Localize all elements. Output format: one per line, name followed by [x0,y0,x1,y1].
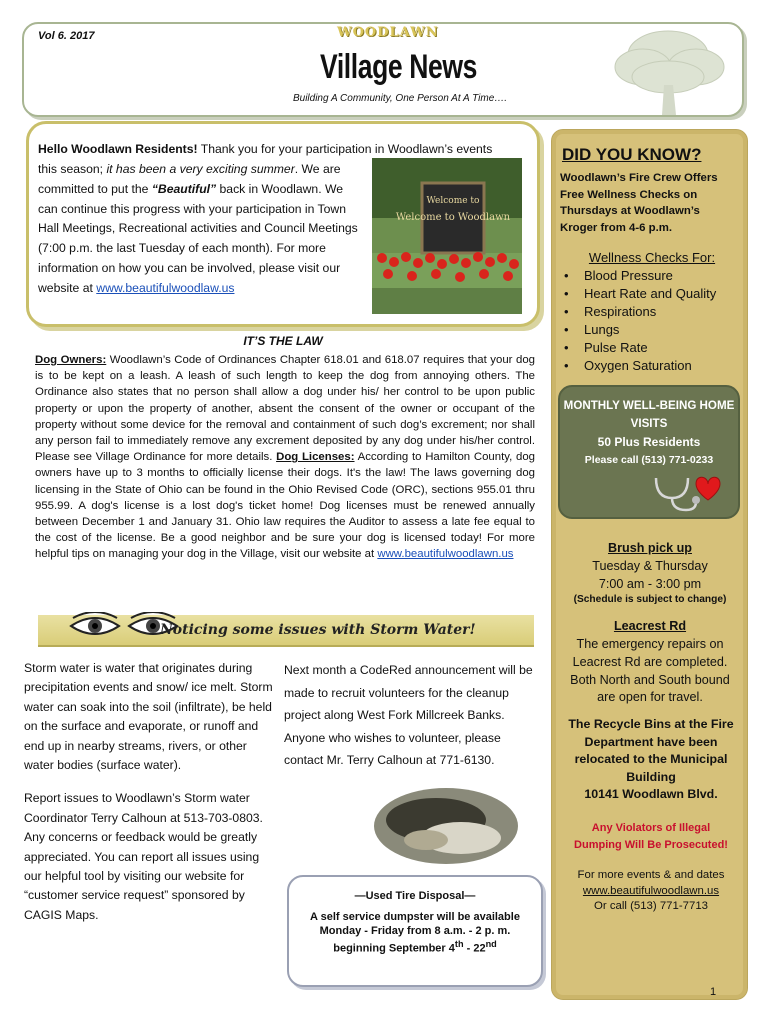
brush-pickup-note: (Schedule is subject to change) [573,594,727,605]
welcome-beautiful: “Beautiful” [151,181,217,196]
eye-icon [68,612,122,642]
storm-paragraph: Report issues to Woodlawn’s Storm water Coordinator Terry Calhoun at 513-703-0803. Any concerns or feedback would be greatly appreciated. You can report all issues using our helpful tool by visiting our website for “customer service request” sponsored by CAGIS Maps. [24,791,263,922]
svg-text:Welcome to: Welcome to [426,196,480,206]
brush-pickup-title: Brush pick up [608,541,692,555]
welcome-intro-text: Thank you for your participation in Woodlawn’s events [197,142,493,156]
events-website-link[interactable]: www.beautifulwoodlawn.us [582,884,720,897]
wellness-list [560,267,745,375]
home-visits-title: MONTHLY WELL-BEING HOME VISITS [563,399,735,430]
did-you-know-text: Woodlawn’s Fire Crew Offers Free Wellness Checks on Thursdays at Woodlawn’s Kroger from 4-6 p.m. [560,172,718,234]
wellness-item: • Oxygen Saturation [560,357,745,375]
welcome-greeting: Hello Woodlawn Residents! [38,142,198,156]
wellness-item: • Blood Pressure [560,267,745,285]
tire-text [287,911,543,956]
recycle-text: The Recycle Bins at the Fire Department have been relocated to the Municipal Building [568,717,734,784]
storm-paragraph: Storm water is water that originates during precipitation events and snow/ ice melt. Storm water can soak into the soil (infiltrate), be held on the surface and evaporate, or runoff and end up in nearby streams, rivers, or other water bodies (surface water). [24,661,273,773]
recycle-bins-notice [556,716,746,804]
tire-line: Monday - Friday from 8 a.m. - 2 p. m. [319,924,511,937]
tire-dates [287,938,543,956]
law-title: IT’S THE LAW [243,334,323,348]
violators-line: Dumping Will Be Prosecuted! [574,839,728,851]
leacrest-title: Leacrest Rd [613,619,687,633]
welcome-text: committed to put the [38,181,152,196]
volume-label: Vol 6. 2017 [38,30,95,42]
welcome-text: this season; [38,162,107,176]
events-line: For more events & and dates [577,869,725,881]
stethoscope-heart-icon [650,468,728,514]
newsletter-title: Village News [320,48,477,86]
welcome-website-link[interactable]: www.beautifulwoodlaw.us [96,280,235,295]
tire-line: - 22 [463,942,486,955]
welcome-intro [38,140,518,160]
wellness-item: • Respirations [560,303,745,321]
storm-title: Noticing some issues with Storm Water! [160,622,476,638]
leacrest-text: The emergency repairs on Leacrest Rd are completed. Both North and South bound are open for travel. [570,637,730,705]
wellness-item: • Lungs [560,321,745,339]
did-you-know-title: DID YOU KNOW? [562,145,702,164]
ordinal-suffix: th [454,939,464,949]
storm-column-1 [24,659,274,939]
welcome-emphasis: it has been a very exciting summer [106,162,295,176]
wellness-item: • Pulse Rate [560,339,745,357]
tire-title: —Used Tire Disposal— [354,890,476,902]
events-phone: Or call (513) 771-7713 [594,900,708,912]
ordinal-suffix: nd [485,939,497,949]
tire-line: A self service dumpster will be available [310,911,520,923]
dog-licenses-label: Dog Licenses: [276,451,355,464]
law-body-2: According to Hamilton County, dog owners have up to 3 months to officially license their dogs. It's the law! The laws governing dog licensing in the State of Ohio can be found in the Ohio Revised Code (ORC), sections 955.01 thru 955.99. A dog's license is a lost dog's ticket home! Dog licenses must be renewed annually between December 1 and January 31. Ohio law requires the Auditor to assess a late fee equal to the cost of the license. Be a good neighbor and be sure your dog is licensed today! For more helpful tips on managing your dog in the Village, visit our website at [35,451,535,561]
violators-line: Any Violators of Illegal [591,822,711,834]
brush-days: Tuesday & Thursday [592,559,708,573]
violators-warning [556,820,746,854]
brush-hours: 7:00 am - 3:00 pm [598,576,702,591]
photo-sign-text: Welcome to Woodlawn [395,212,511,223]
recycle-address: 10141 Woodlawn Blvd. [584,787,718,801]
tagline: Building A Community, One Person At A Time…. [292,93,508,104]
welcome-sign-photo [372,158,522,314]
events-info [556,868,746,915]
home-visits-subtitle: 50 Plus Residents [597,435,701,449]
storm-column-2: Next month a CodeRed announcement will be made to recruit volunteers for the cleanup project along West Fork Millcreek Banks. Anyone who wishes to volunteer, please contact Mr. Terry Calhoun at 771-6130. [284,663,533,768]
page-number: 1 [710,986,717,998]
home-visits-phone: Please call (513) 771-0233 [584,454,714,466]
law-body-1: Woodlawn’s Code of Ordinances Chapter 618.01 and 618.07 requires that your dog is to be kept on a leash. A leash of such length to keep the dog from annoying others. The Ordinance also states that no person shall allow a dog under his/ her control to be upon public property or upon the property of another, absent the consent of the owner or occupant of the property without some device for the removal and containment of such dog’s excrement; nor shall any person fail to immediately remove any excrement deposited by any dog under his/her control. Please see Village Ordinance for more details. [35,354,535,464]
creek-photo [366,780,526,872]
welcome-text: can continue this progress with your participation in Town Hall Meetings, Recreational activities and Council Meetings (7:00 p.m. the last Tuesday of each month). For more information on how you can be involved, please visit our website at [38,201,358,295]
welcome-text: . We are [294,162,341,176]
woodlawn-logo: WOODLAWN [337,25,439,40]
dog-owners-label: Dog Owners: [35,354,107,366]
welcome-body [38,160,368,299]
welcome-text: back in Woodlawn. We [216,181,344,196]
law-website-link[interactable]: www.beautifulwoodlawn.us [377,548,514,561]
law-text [35,352,535,563]
wellness-item: • Heart Rate and Quality [560,285,745,303]
wellness-title: Wellness Checks For: [588,250,716,265]
tree-icon [598,25,738,117]
brush-pickup-schedule [560,558,740,593]
tire-line: beginning September 4 [333,942,455,955]
